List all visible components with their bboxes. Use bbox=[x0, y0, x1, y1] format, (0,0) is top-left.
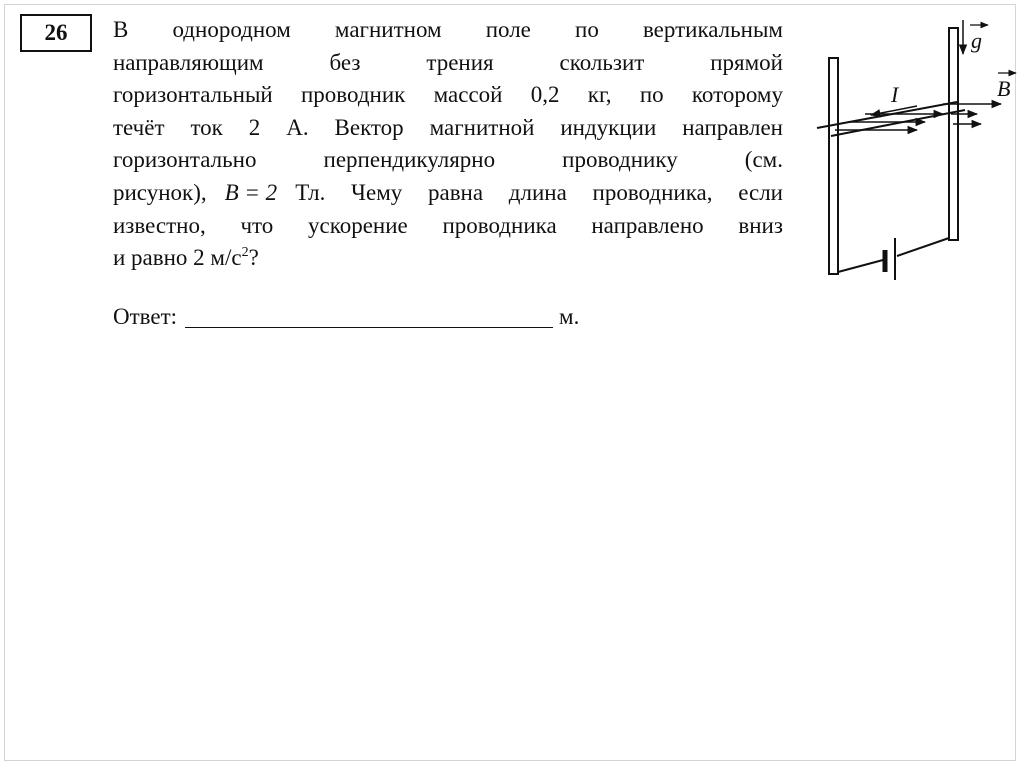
superscript-two: 2 bbox=[241, 245, 249, 261]
circuit-wire-left bbox=[838, 260, 883, 272]
problem-line-3 bbox=[113, 79, 783, 112]
word: 2 bbox=[248, 114, 261, 140]
task-number-box: 26 bbox=[20, 14, 92, 52]
current-label: I bbox=[891, 82, 899, 107]
word: ток bbox=[190, 114, 223, 140]
word: поле bbox=[485, 17, 531, 42]
word: Вектор bbox=[334, 114, 404, 140]
word: прямой bbox=[710, 49, 783, 75]
word: 0,2 bbox=[530, 82, 560, 108]
word: направлено bbox=[591, 212, 704, 238]
word: Тл. bbox=[295, 179, 326, 205]
formula-b-equals-2: B = 2 bbox=[224, 179, 278, 205]
battery-icon bbox=[885, 238, 895, 280]
word: массой bbox=[433, 82, 503, 108]
word: если bbox=[738, 179, 783, 205]
problem-line-1 bbox=[113, 14, 783, 47]
word: вертикальным bbox=[642, 17, 783, 42]
word: направляющим bbox=[113, 49, 264, 75]
word: проводник bbox=[301, 82, 406, 108]
word: которому bbox=[691, 82, 783, 108]
conductor-icon bbox=[817, 102, 965, 136]
word: ускорение bbox=[307, 212, 408, 238]
word: течёт bbox=[113, 114, 165, 140]
word: по bbox=[575, 17, 599, 42]
answer-unit: м. bbox=[559, 304, 580, 329]
left-rail bbox=[829, 58, 838, 274]
word: проводника, bbox=[592, 179, 713, 205]
word: (см. bbox=[744, 147, 783, 173]
word: перпендикулярно bbox=[323, 147, 496, 173]
problem-text bbox=[113, 14, 783, 275]
problem-line-2 bbox=[113, 47, 783, 80]
word: скользит bbox=[559, 49, 645, 75]
word: направлен bbox=[682, 114, 783, 140]
word: кг, bbox=[587, 82, 612, 108]
word: равна bbox=[427, 179, 484, 205]
word: известно, bbox=[113, 212, 206, 238]
answer-row bbox=[113, 301, 579, 333]
word: по bbox=[639, 82, 664, 108]
word: однородном bbox=[172, 17, 291, 42]
answer-label: Ответ: bbox=[113, 304, 178, 329]
word: индукции bbox=[560, 114, 657, 140]
word-with-formula bbox=[113, 177, 325, 210]
word: что bbox=[240, 212, 274, 238]
question-mark: ? bbox=[248, 245, 259, 271]
word: проводнику bbox=[562, 147, 678, 173]
right-rail bbox=[949, 28, 958, 240]
circuit-wire-right bbox=[897, 238, 949, 256]
word: вниз bbox=[738, 212, 783, 238]
word: горизонтально bbox=[113, 147, 257, 173]
word: длина bbox=[508, 179, 567, 205]
problem-line-8 bbox=[113, 242, 783, 275]
diagram-svg bbox=[805, 10, 1020, 282]
problem-line-6 bbox=[113, 177, 783, 210]
problem-line-7 bbox=[113, 210, 783, 243]
word: трения bbox=[426, 49, 494, 75]
word: горизонтальный bbox=[113, 82, 273, 108]
line8-text: и равно 2 м/с bbox=[113, 245, 242, 271]
physics-diagram bbox=[805, 10, 1020, 282]
word: Чему bbox=[351, 179, 403, 205]
field-label: B bbox=[997, 76, 1011, 101]
word: магнитной bbox=[429, 114, 535, 140]
word: проводника bbox=[442, 212, 557, 238]
answer-blank[interactable] bbox=[185, 303, 553, 328]
gravity-label: g bbox=[971, 28, 982, 53]
word: В bbox=[113, 17, 129, 42]
problem-line-4 bbox=[113, 112, 783, 145]
word: А. bbox=[286, 114, 309, 140]
word: без bbox=[329, 49, 361, 75]
word: магнитном bbox=[334, 17, 442, 42]
word: рисунок), bbox=[113, 179, 207, 205]
field-arrow-icon bbox=[835, 104, 1001, 130]
problem-line-5 bbox=[113, 144, 783, 177]
